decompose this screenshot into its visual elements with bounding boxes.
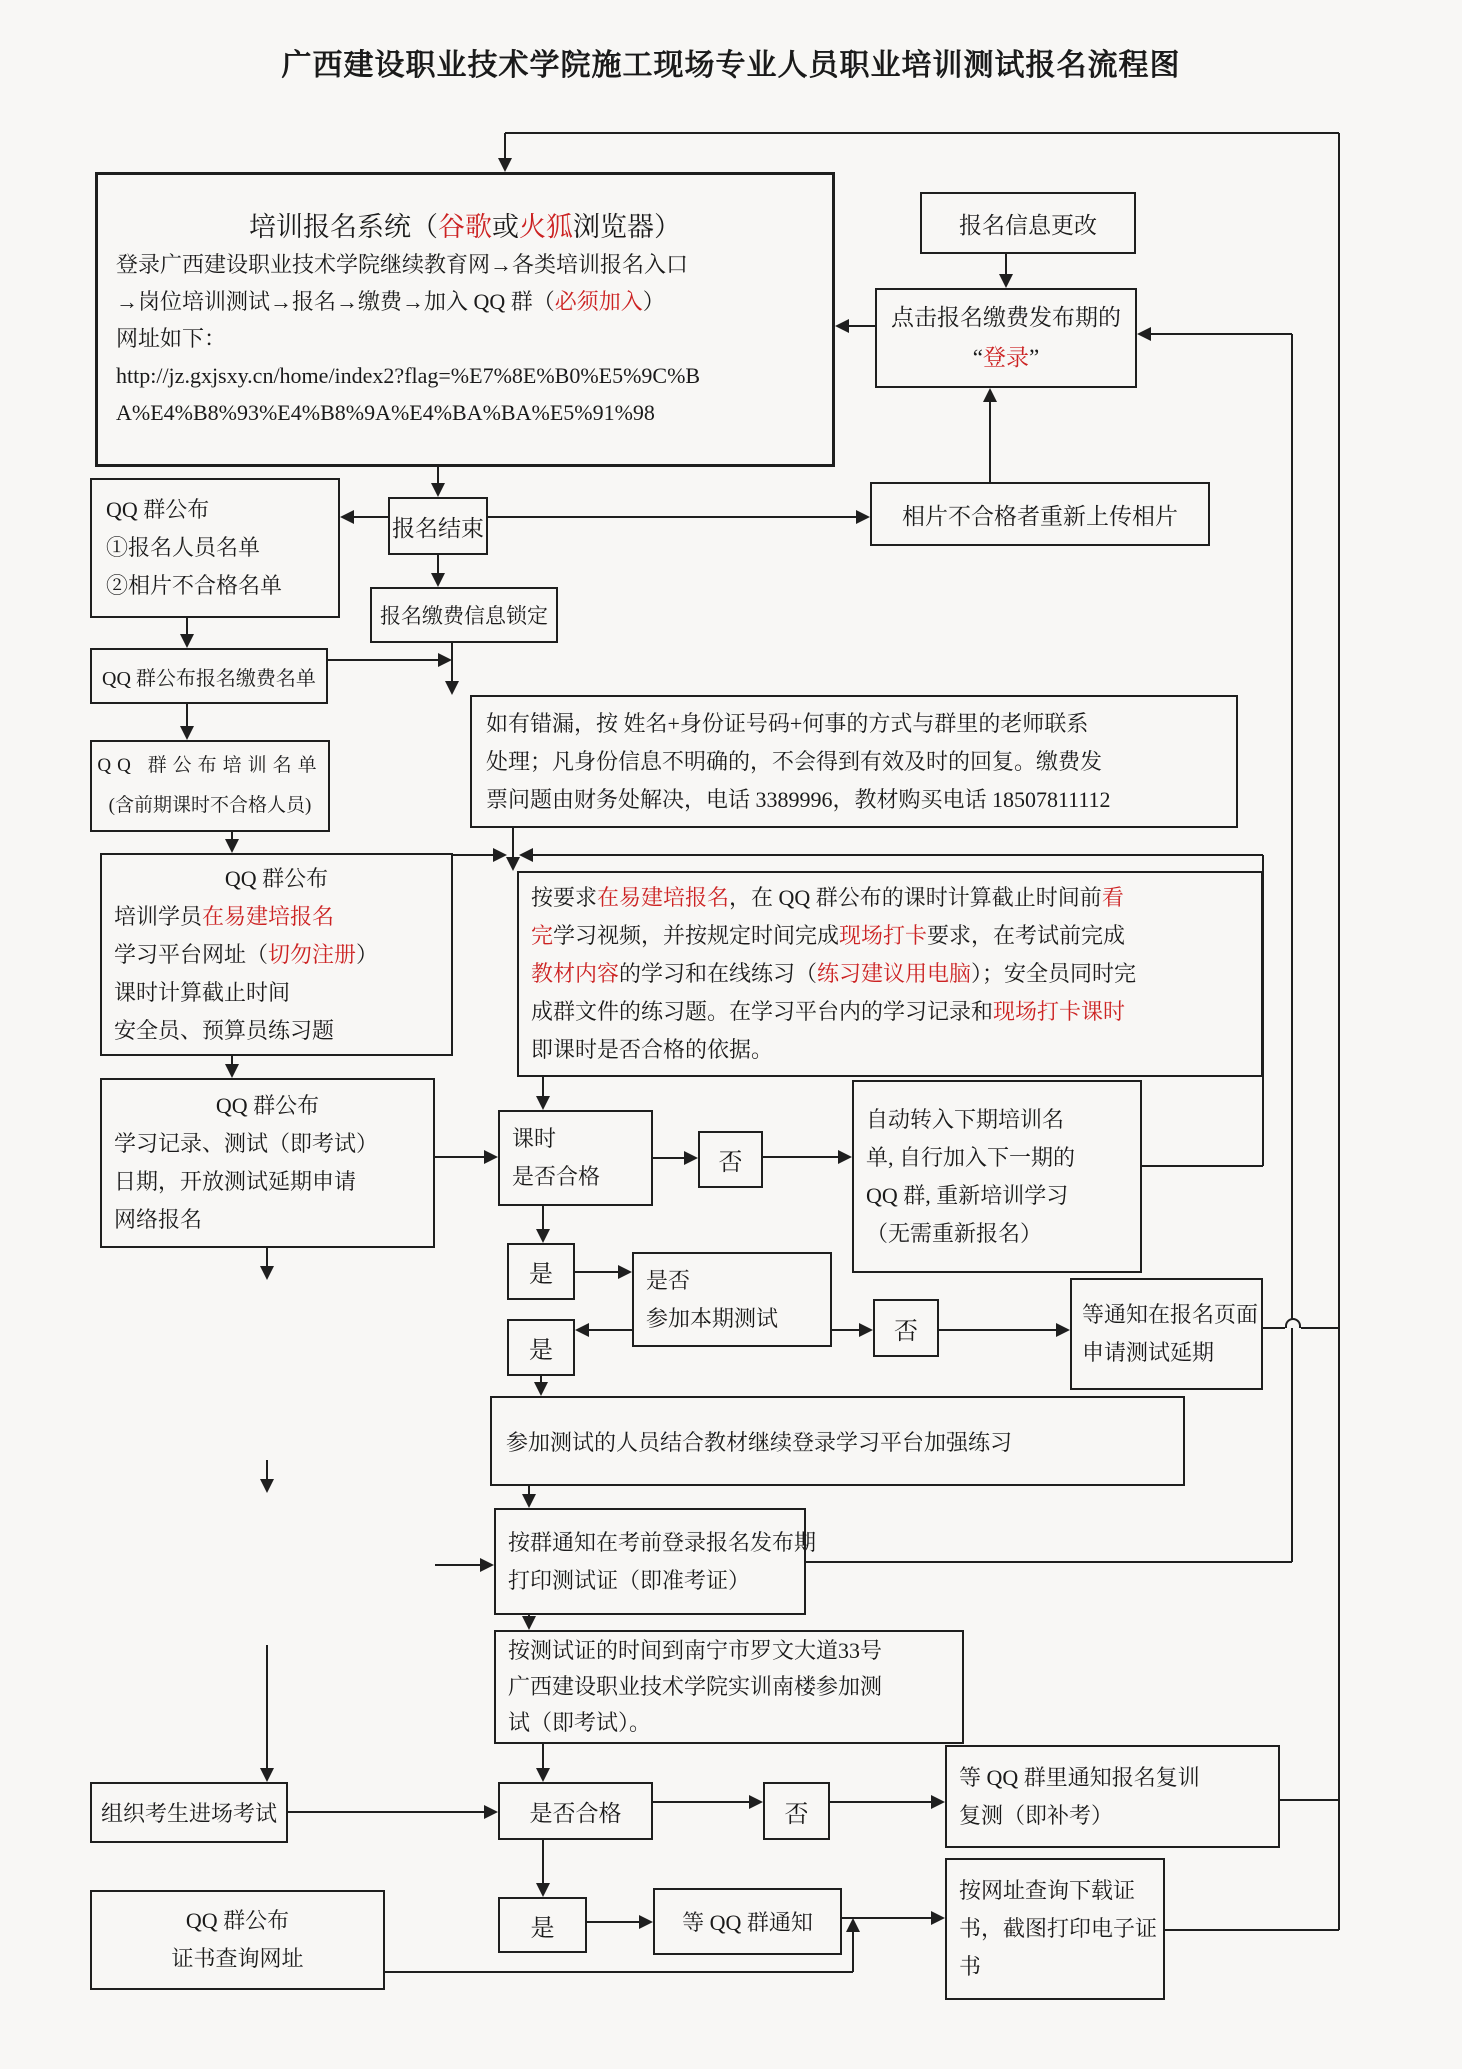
photo-reupload-text-line bbox=[872, 498, 1208, 531]
keep-practice-text-line bbox=[506, 1426, 1169, 1457]
exam-site-text-line bbox=[508, 1633, 950, 1669]
study-requirement-box bbox=[517, 871, 1263, 1077]
flow-arrowhead bbox=[260, 1768, 274, 1782]
exam-site-text: 广西建设职业技术学院实训南楼参加测 bbox=[508, 1674, 883, 1699]
register-end-text-line bbox=[390, 510, 486, 543]
flow-arrowhead bbox=[618, 1265, 632, 1279]
study-record-text: 学习记录、测试（即考试） bbox=[114, 1131, 379, 1156]
flow-line bbox=[1291, 334, 1293, 1562]
qq-announce-platform-text-line bbox=[114, 1012, 439, 1050]
auto-next-term-text: 单, 自行加入下一期的 bbox=[866, 1144, 1076, 1170]
exam-site-text: 按测试证的时间到南宁市罗文大道33号 bbox=[508, 1638, 883, 1663]
flow-arrowhead bbox=[225, 839, 239, 853]
training-list-text: (含前期课时不合格人员) bbox=[108, 795, 312, 816]
enter-exam-box bbox=[90, 1782, 288, 1843]
main-system-text-line bbox=[116, 246, 814, 283]
flow-arrowhead bbox=[534, 1382, 548, 1396]
flow-line bbox=[505, 132, 1339, 134]
flow-line bbox=[1301, 1327, 1339, 1329]
flow-line bbox=[542, 1077, 544, 1098]
photo-reupload-box bbox=[870, 482, 1210, 546]
main-system-text-red: 必须加入 bbox=[554, 288, 643, 314]
participate-test-text-line bbox=[646, 1300, 818, 1338]
flow-line bbox=[512, 828, 514, 859]
flow-line bbox=[542, 1206, 544, 1231]
enter-exam-text-line bbox=[92, 1797, 286, 1828]
flow-line bbox=[437, 555, 439, 575]
print-test-cert-text-line bbox=[508, 1524, 817, 1562]
download-cert-text-line bbox=[959, 1948, 1151, 1986]
register-end-box bbox=[388, 497, 488, 555]
flow-arrowhead bbox=[445, 681, 459, 695]
retrain-retest-text: 复测（即补考） bbox=[959, 1802, 1114, 1828]
error-contact-text-line bbox=[486, 705, 1222, 743]
flow-arrowhead bbox=[856, 510, 870, 524]
auto-next-term-text-line bbox=[866, 1139, 1128, 1177]
study-requirement-text-red: 现场打卡课时 bbox=[993, 999, 1126, 1024]
register-end-text: 报名结束 bbox=[392, 515, 484, 541]
flow-line bbox=[575, 1271, 620, 1273]
study-record-text-line bbox=[114, 1163, 421, 1201]
auto-next-term-text: （无需重新报名） bbox=[866, 1220, 1043, 1246]
study-record-text: 日期，开放测试延期申请 bbox=[114, 1169, 357, 1194]
study-requirement-text-red: 完 bbox=[531, 923, 554, 948]
no-2-text: 否 bbox=[894, 1318, 918, 1345]
yes-1-box bbox=[507, 1243, 575, 1300]
study-requirement-text-red: 在易建培报名 bbox=[597, 885, 730, 910]
participate-test-text: 是否 bbox=[646, 1267, 691, 1293]
main-system-text: 登录广西建设职业技术学院继续教育网→各类培训报名入口 bbox=[116, 251, 689, 277]
qq-lists-text: ②相片不合格名单 bbox=[106, 573, 283, 598]
study-requirement-text: 学习视频，并按规定时间完成 bbox=[553, 923, 840, 948]
yes-2-box bbox=[507, 1319, 575, 1376]
wait-delay-notice-text-line bbox=[1082, 1334, 1251, 1372]
flow-line bbox=[832, 1329, 861, 1331]
flow-line bbox=[653, 1157, 686, 1159]
flow-arrowhead bbox=[484, 1150, 498, 1164]
main-system-text-line bbox=[116, 320, 814, 357]
flow-arrowhead bbox=[438, 653, 452, 667]
print-test-cert-box bbox=[494, 1508, 817, 1615]
qq-lists-text-line bbox=[106, 567, 324, 605]
flow-line bbox=[1005, 254, 1007, 276]
flow-line bbox=[1280, 1799, 1339, 1801]
no-3-text-line bbox=[765, 1794, 828, 1829]
flow-arrowhead bbox=[749, 1795, 763, 1809]
flow-arrowhead bbox=[225, 1064, 239, 1078]
yes-3-text-line bbox=[500, 1908, 585, 1943]
info-change-text: 报名信息更改 bbox=[959, 212, 1097, 238]
auto-next-term-text: 自动转入下期培训名 bbox=[866, 1106, 1065, 1132]
error-contact-text-line bbox=[486, 743, 1222, 781]
cert-query-url-box bbox=[90, 1890, 385, 1990]
auto-next-term-text: QQ 群, 重新培训学习 bbox=[866, 1182, 1069, 1208]
print-test-cert-text: 按群通知在考前登录报名发布期 bbox=[508, 1529, 817, 1555]
download-cert-text: 书 bbox=[959, 1954, 982, 1979]
login-box bbox=[875, 288, 1137, 388]
training-list-text: QQ 群公布培训名单 bbox=[97, 755, 323, 776]
wait-qq-notice-text: 等 QQ 群通知 bbox=[682, 1910, 813, 1935]
pay-info-lock-box bbox=[370, 587, 558, 643]
wait-delay-notice-text-line bbox=[1082, 1296, 1259, 1334]
login-text-red: 登录 bbox=[983, 345, 1029, 370]
yes-3-text: 是 bbox=[530, 1915, 555, 1942]
wait-delay-notice-box bbox=[1070, 1278, 1263, 1390]
main-system-text-red: 火狐 bbox=[519, 211, 573, 242]
flow-line bbox=[435, 1564, 482, 1566]
main-system-text-red: 谷歌 bbox=[438, 211, 492, 242]
main-system-text-line bbox=[116, 283, 814, 320]
main-system-text: 或 bbox=[492, 211, 519, 242]
flow-arrowhead bbox=[180, 726, 194, 740]
photo-reupload-text: 相片不合格者重新上传相片 bbox=[902, 503, 1178, 529]
participate-test-text: 参加本期测试 bbox=[646, 1305, 779, 1331]
error-contact-text-line bbox=[486, 781, 1222, 819]
error-contact-text: 处理；凡身份信息不明确的，不会得到有效及时的回复。缴费发 bbox=[486, 748, 1103, 774]
login-text: ” bbox=[1029, 345, 1040, 370]
flow-line bbox=[540, 1376, 542, 1384]
study-requirement-text: 要求，在考试前完成 bbox=[927, 923, 1126, 948]
flow-arrowhead bbox=[522, 1616, 536, 1630]
qq-announce-platform-box bbox=[100, 853, 453, 1056]
pay-info-lock-text-line bbox=[372, 600, 556, 630]
retrain-retest-text-line bbox=[959, 1797, 1266, 1835]
main-system-text: ） bbox=[642, 288, 665, 314]
error-contact-box bbox=[470, 695, 1238, 828]
flow-line bbox=[385, 1971, 853, 1973]
line-hop bbox=[1285, 1318, 1301, 1328]
yes-2-text-line bbox=[509, 1330, 573, 1365]
qq-announce-platform-text: 安全员、预算员练习题 bbox=[114, 1017, 335, 1043]
no-2-text-line bbox=[875, 1311, 937, 1346]
download-cert-text-line bbox=[959, 1910, 1158, 1948]
no-1-box bbox=[698, 1131, 763, 1188]
flow-line bbox=[437, 467, 439, 485]
main-system-text: 网址如下： bbox=[116, 325, 227, 351]
study-record-text-line bbox=[114, 1087, 421, 1125]
main-system-text: http://jz.gxjsxy.cn/home/index2?flag=%E7%8E%B0%E5%9C%B bbox=[116, 362, 701, 388]
flow-line bbox=[939, 1329, 1058, 1331]
flow-line bbox=[653, 1801, 751, 1803]
flow-arrowhead bbox=[684, 1151, 698, 1165]
download-cert-box bbox=[945, 1858, 1165, 2000]
exam-pass-text-line bbox=[500, 1795, 651, 1828]
study-requirement-text: ，在 QQ 群公布的课时计算截止时间前 bbox=[729, 885, 1102, 910]
info-change-text-line bbox=[922, 207, 1134, 240]
login-text: “ bbox=[972, 345, 983, 370]
flow-line bbox=[528, 1486, 530, 1496]
flow-arrowhead bbox=[493, 848, 507, 862]
download-cert-text-line bbox=[959, 1872, 1151, 1910]
flow-arrowhead bbox=[260, 1266, 274, 1280]
main-system-text: →岗位培训测试→报名→缴费→加入 QQ 群（ bbox=[116, 288, 555, 314]
participate-test-box bbox=[632, 1252, 832, 1347]
flow-line bbox=[763, 1156, 840, 1158]
training-list-text-line bbox=[94, 786, 326, 826]
qq-lists-text-line bbox=[106, 491, 324, 529]
study-requirement-text-red: 现场打卡 bbox=[839, 923, 928, 948]
flow-line bbox=[288, 1811, 486, 1813]
yes-1-text: 是 bbox=[529, 1262, 553, 1288]
keep-practice-box bbox=[490, 1396, 1185, 1486]
auto-next-term-text-line bbox=[866, 1215, 1128, 1253]
main-system-text-line bbox=[116, 394, 814, 431]
flow-line bbox=[847, 325, 875, 327]
download-cert-text: 书，截图打印电子证 bbox=[959, 1916, 1158, 1941]
flow-line bbox=[1142, 1165, 1263, 1167]
yes-3-box bbox=[498, 1897, 587, 1953]
yes-1-text-line bbox=[509, 1254, 573, 1289]
flow-arrowhead bbox=[536, 1883, 550, 1897]
auto-next-term-text-line bbox=[866, 1101, 1128, 1139]
flow-line bbox=[528, 1615, 530, 1618]
flow-line bbox=[852, 1930, 854, 1972]
qq-lists-text: ①报名人员名单 bbox=[106, 535, 261, 560]
yes-2-text: 是 bbox=[529, 1338, 553, 1364]
study-requirement-text-red: 教材内容 bbox=[531, 961, 620, 986]
print-test-cert-text: 打印测试证（即准考证） bbox=[508, 1567, 751, 1593]
study-requirement-text-red: 看 bbox=[1101, 885, 1124, 910]
download-cert-text: 按网址查询下载证 bbox=[959, 1878, 1136, 1903]
flow-line bbox=[1149, 333, 1292, 335]
flow-line bbox=[435, 1156, 486, 1158]
wait-delay-notice-text: 申请测试延期 bbox=[1082, 1340, 1215, 1365]
flow-line bbox=[1338, 133, 1340, 1930]
wait-delay-notice-text: 等通知在报名页面 bbox=[1082, 1302, 1259, 1327]
paid-name-list-box bbox=[90, 648, 328, 704]
flow-arrowhead bbox=[999, 274, 1013, 288]
flow-line bbox=[328, 659, 440, 661]
flow-line bbox=[806, 1561, 1292, 1563]
study-requirement-text: 成群文件的练习题。在学习平台内的学习记录和 bbox=[531, 999, 994, 1024]
study-requirement-text-line bbox=[531, 955, 1249, 993]
flow-line bbox=[186, 704, 188, 728]
flow-line bbox=[266, 1248, 268, 1268]
study-requirement-text-line bbox=[531, 1031, 1249, 1069]
flow-arrowhead bbox=[536, 1768, 550, 1782]
main-system-text: 培训报名系统（ bbox=[249, 211, 438, 242]
flow-line bbox=[989, 400, 991, 482]
study-record-text-line bbox=[114, 1125, 421, 1163]
flow-line bbox=[542, 1840, 544, 1885]
main-system-text: A%E4%B8%93%E4%B8%9A%E4%BA%BA%E5%91%98 bbox=[116, 399, 655, 425]
no-3-box bbox=[763, 1782, 830, 1840]
flow-arrowhead bbox=[838, 1150, 852, 1164]
login-text-line bbox=[877, 298, 1135, 338]
flow-line bbox=[587, 1921, 641, 1923]
cert-query-url-text-line bbox=[92, 1940, 383, 1978]
flow-arrowhead bbox=[506, 857, 520, 871]
hours-pass-box bbox=[498, 1110, 653, 1206]
flow-line bbox=[504, 133, 506, 160]
flow-line bbox=[1263, 1327, 1285, 1329]
flow-arrowhead bbox=[431, 483, 445, 497]
main-system-text-line bbox=[116, 209, 814, 246]
keep-practice-text: 参加测试的人员结合教材继续登录学习平台加强练习 bbox=[506, 1429, 1013, 1455]
qq-announce-platform-text-red: 在易建培报名 bbox=[202, 903, 335, 929]
print-test-cert-text-line bbox=[508, 1562, 792, 1600]
main-system-box bbox=[95, 172, 835, 467]
no-1-text: 否 bbox=[718, 1150, 743, 1176]
flow-arrowhead bbox=[536, 1229, 550, 1243]
paid-name-list-text-line bbox=[96, 662, 322, 691]
main-system-text: 浏览器） bbox=[573, 211, 681, 242]
exam-site-box bbox=[494, 1630, 964, 1744]
study-requirement-text-red: 练习建议用电脑 bbox=[817, 961, 972, 986]
flow-line bbox=[531, 854, 1263, 856]
flow-arrowhead bbox=[498, 158, 512, 172]
auto-next-term-box bbox=[852, 1080, 1142, 1273]
participate-test-text-line bbox=[646, 1262, 818, 1300]
auto-next-term-text-line bbox=[866, 1177, 1128, 1215]
exam-pass-text: 是否合格 bbox=[529, 1800, 622, 1826]
flow-line bbox=[1262, 855, 1264, 1166]
flow-line bbox=[231, 1056, 233, 1066]
qq-announce-platform-text: 培训学员 bbox=[114, 903, 203, 929]
error-contact-text: 票问题由财务处解决，电话 3389996，教材购买电话 18507811112 bbox=[486, 786, 1111, 812]
qq-announce-platform-text: QQ 群公布 bbox=[224, 865, 329, 891]
hours-pass-text: 课时 bbox=[512, 1126, 557, 1151]
exam-site-text-line bbox=[508, 1705, 950, 1741]
error-contact-text: 如有错漏，按 姓名+身份证号码+何事的方式与群里的老师联系 bbox=[486, 710, 1089, 736]
flow-line bbox=[488, 516, 858, 518]
study-record-text: QQ 群公布 bbox=[215, 1093, 320, 1118]
flow-arrowhead bbox=[536, 1096, 550, 1110]
study-record-box bbox=[100, 1078, 435, 1248]
training-list-box bbox=[90, 740, 330, 832]
flow-arrowhead bbox=[480, 1558, 494, 1572]
pay-info-lock-text: 报名缴费信息锁定 bbox=[380, 604, 548, 628]
flow-line bbox=[1165, 1929, 1339, 1931]
study-requirement-text: ）；安全员同时完 bbox=[971, 961, 1137, 986]
study-requirement-text: 按要求 bbox=[531, 885, 598, 910]
cert-query-url-text: QQ 群公布 bbox=[185, 1908, 290, 1933]
page-title: 广西建设职业技术学院施工现场专业人员职业培训测试报名流程图 bbox=[281, 49, 1181, 82]
flow-line bbox=[231, 832, 233, 841]
exam-site-text: 试（即考试）。 bbox=[508, 1710, 652, 1735]
flow-line bbox=[451, 643, 453, 683]
flow-line bbox=[352, 516, 388, 518]
cert-query-url-text: 证书查询网址 bbox=[171, 1946, 304, 1971]
flow-arrowhead bbox=[260, 1479, 274, 1493]
qq-announce-platform-text-line bbox=[114, 936, 439, 974]
study-requirement-text-line bbox=[531, 993, 1249, 1031]
wait-qq-notice-text-line bbox=[655, 1906, 840, 1937]
qq-announce-platform-text: ） bbox=[356, 941, 379, 967]
login-text-line bbox=[877, 338, 1135, 378]
retrain-retest-text-line bbox=[959, 1759, 1266, 1797]
flow-arrowhead bbox=[931, 1795, 945, 1809]
flow-arrowhead bbox=[1056, 1323, 1070, 1337]
study-requirement-text-line bbox=[531, 879, 1249, 917]
flow-line bbox=[453, 854, 495, 856]
hours-pass-text-line bbox=[512, 1158, 639, 1196]
qq-lists-box bbox=[90, 478, 340, 618]
flow-line bbox=[186, 618, 188, 636]
flow-line bbox=[266, 1460, 268, 1481]
no-2-box bbox=[873, 1299, 939, 1357]
flow-arrowhead bbox=[484, 1805, 498, 1819]
flow-line bbox=[830, 1801, 933, 1803]
qq-announce-platform-text-line bbox=[114, 974, 439, 1012]
hours-pass-text-line bbox=[512, 1120, 639, 1158]
cert-query-url-text-line bbox=[92, 1902, 383, 1940]
main-system-text-line bbox=[116, 357, 814, 394]
login-text: 点击报名缴费发布期的 bbox=[891, 305, 1121, 330]
no-3-text: 否 bbox=[784, 1801, 809, 1828]
study-record-text-line bbox=[114, 1201, 421, 1239]
qq-announce-platform-text-line bbox=[114, 860, 439, 898]
flow-arrowhead bbox=[180, 634, 194, 648]
exam-pass-box bbox=[498, 1782, 653, 1840]
study-requirement-text-line bbox=[531, 917, 1249, 955]
flow-arrowhead bbox=[639, 1915, 653, 1929]
flow-arrowhead bbox=[931, 1911, 945, 1925]
flow-line bbox=[266, 1645, 268, 1770]
qq-announce-platform-text: 课时计算截止时间 bbox=[114, 979, 291, 1005]
info-change-box bbox=[920, 192, 1136, 254]
flow-arrowhead bbox=[431, 573, 445, 587]
flow-arrowhead bbox=[859, 1323, 873, 1337]
wait-qq-notice-box bbox=[653, 1888, 842, 1955]
hours-pass-text: 是否合格 bbox=[512, 1164, 601, 1189]
retrain-retest-text: 等 QQ 群里通知报名复训 bbox=[959, 1764, 1200, 1790]
flow-line bbox=[587, 1329, 632, 1331]
flow-line bbox=[542, 1744, 544, 1770]
qq-lists-text-line bbox=[106, 529, 324, 567]
retrain-retest-box bbox=[945, 1745, 1280, 1848]
exam-site-text-line bbox=[508, 1669, 950, 1705]
qq-announce-platform-text-red: 切勿注册 bbox=[268, 941, 357, 967]
study-requirement-text: 即课时是否合格的依据。 bbox=[531, 1037, 774, 1062]
flow-arrowhead bbox=[522, 1494, 536, 1508]
training-list-text-line bbox=[94, 746, 326, 786]
qq-announce-platform-text-line bbox=[114, 898, 439, 936]
study-requirement-text: 的学习和在线练习（ bbox=[619, 961, 818, 986]
qq-announce-platform-text: 学习平台网址（ bbox=[114, 941, 269, 967]
enter-exam-text: 组织考生进场考试 bbox=[100, 1801, 277, 1826]
no-1-text-line bbox=[700, 1142, 761, 1177]
qq-lists-text: QQ 群公布 bbox=[106, 497, 210, 522]
study-record-text: 网络报名 bbox=[114, 1207, 203, 1232]
paid-name-list-text: QQ 群公布报名缴费名单 bbox=[102, 667, 316, 690]
